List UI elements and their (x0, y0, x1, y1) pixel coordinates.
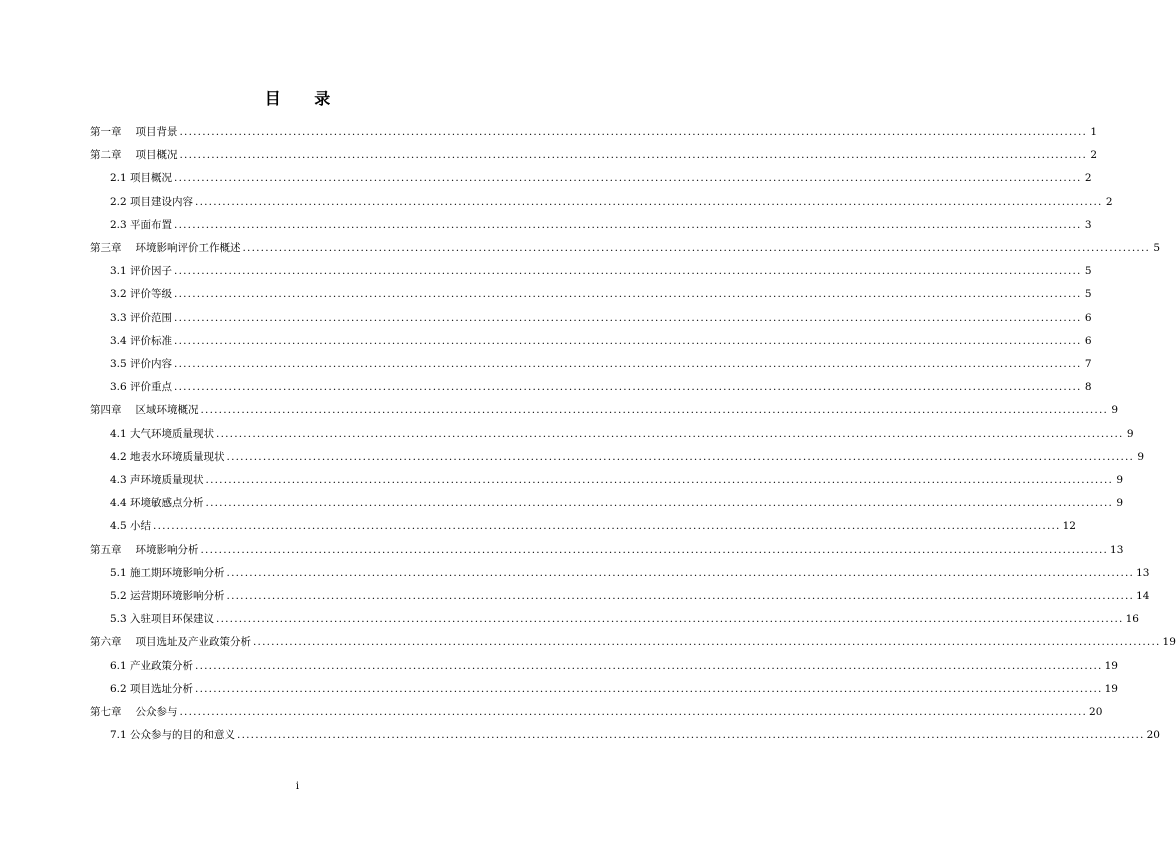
toc-entry-label (90, 542, 199, 558)
toc-page-number: 19 (1104, 682, 1118, 695)
toc-entry-text: 6.2 项目选址分析 (110, 682, 194, 695)
toc-page-number: 9 (1111, 404, 1119, 417)
toc-dot-leader: ........................................................................................................................................................................................................ (205, 497, 1114, 510)
toc-entry-label (110, 681, 193, 697)
toc-entry-text: 公众参与 (135, 706, 178, 718)
toc-entry-label (90, 147, 178, 163)
toc-entry-text: 5.2 运营期环境影响分析 (110, 590, 225, 602)
toc-entry[interactable] (110, 495, 1124, 511)
toc-entry[interactable] (90, 704, 1103, 720)
toc-entry-text: 4.4 环境敏感点分析 (110, 497, 204, 510)
toc-dot-leader: ........................................................................................................................................................................................................ (174, 172, 1082, 185)
toc-page-number: 8 (1084, 381, 1092, 394)
toc-page-number: 6 (1084, 311, 1092, 324)
toc-page-number: 9 (1126, 427, 1134, 440)
toc-page-number: 5 (1084, 288, 1092, 301)
toc-page-number: 5 (1153, 242, 1161, 254)
toc-page-number: 1 (1090, 126, 1098, 138)
toc-entry-text: 3.3 评价范围 (110, 311, 173, 324)
toc-page-number: 14 (1136, 590, 1150, 602)
toc-entry[interactable] (110, 286, 1092, 302)
toc-entry-text: 2.1 项目概况 (110, 172, 173, 185)
toc-entry-label (110, 310, 172, 326)
toc-entry-label (110, 518, 151, 534)
toc-page-number: 13 (1136, 566, 1150, 579)
toc-entry[interactable] (90, 124, 1098, 140)
toc-entry-label (110, 588, 225, 604)
toc-dot-leader: ........................................................................................................................................................................................................ (174, 265, 1082, 278)
toc-page-number: 5 (1084, 265, 1092, 278)
toc-chapter-number: 第五章 (90, 543, 122, 556)
toc-entry[interactable] (110, 194, 1113, 210)
toc-entry-label (90, 240, 241, 256)
toc-entry-text: 6.1 产业政策分析 (110, 659, 194, 672)
toc-entry-text: 项目概况 (135, 149, 178, 162)
toc-entry-label (110, 170, 172, 186)
toc-entry-text: 3.5 评价内容 (110, 358, 173, 370)
toc-entry-label (110, 356, 172, 372)
toc-entry-text: 2.2 项目建设内容 (110, 195, 194, 208)
toc-entry-label (110, 472, 204, 488)
toc-entry[interactable] (110, 217, 1092, 233)
toc-entry-text: 4.3 声环境质量现状 (110, 474, 204, 486)
toc-entry[interactable] (110, 170, 1092, 186)
toc-entry-label (110, 565, 225, 581)
toc-chapter-number: 第三章 (90, 242, 122, 254)
toc-dot-leader: ........................................................................................................................................................................................................ (195, 195, 1103, 208)
toc-entry[interactable] (110, 565, 1150, 581)
toc-entry[interactable] (110, 658, 1118, 674)
toc-page-number: 19 (1104, 659, 1118, 672)
toc-entry[interactable] (110, 426, 1134, 442)
toc-chapter-number: 第四章 (90, 404, 122, 417)
toc-entry-text: 3.4 评价标准 (110, 334, 173, 347)
toc-entry-text: 3.2 评价等级 (110, 288, 173, 301)
toc-dot-leader: ........................................................................................................................................................................................................ (179, 706, 1088, 718)
toc-entry-text: 5.1 施工期环境影响分析 (110, 566, 225, 579)
toc-dot-leader: ........................................................................................................................................................................................................ (195, 682, 1103, 695)
toc-entry-text: 项目背景 (135, 126, 178, 138)
toc-entry[interactable] (110, 681, 1118, 697)
toc-dot-leader: ........................................................................................................................................................................................................ (200, 543, 1109, 556)
toc-entry-label (110, 194, 193, 210)
toc-entry[interactable] (90, 542, 1124, 558)
toc-dot-leader: ........................................................................................................................................................................................................ (200, 404, 1109, 417)
toc-page-number: 9 (1116, 474, 1124, 486)
toc-page-number: 9 (1116, 497, 1124, 510)
document-title: 目 录 (264, 89, 345, 108)
toc-page-number: 9 (1137, 450, 1145, 463)
toc-dot-leader: ........................................................................................................................................................................................................ (226, 450, 1135, 463)
toc-page-number: 6 (1084, 334, 1092, 347)
toc-dot-leader: ........................................................................................................................................................................................................ (153, 520, 1061, 533)
toc-page-number: 2 (1105, 195, 1113, 208)
page-number-footer: i (295, 781, 300, 792)
toc-entry-text: 7.1 公众参与的目的和意义 (110, 729, 236, 742)
toc-dot-leader: ........................................................................................................................................................................................................ (174, 311, 1082, 324)
toc-dot-leader: ........................................................................................................................................................................................................ (179, 149, 1088, 162)
toc-entry-text: 项目选址及产业政策分析 (135, 636, 251, 649)
toc-entry[interactable] (110, 356, 1092, 372)
toc-page-number: 7 (1084, 358, 1092, 370)
toc-entry-label (110, 217, 172, 233)
toc-entry[interactable] (110, 518, 1076, 534)
toc-dot-leader: ........................................................................................................................................................................................................ (174, 218, 1082, 231)
toc-entry-label (110, 658, 193, 674)
toc-entry-label (110, 426, 214, 442)
toc-entry-label (110, 333, 172, 349)
toc-dot-leader: ........................................................................................................................................................................................................ (216, 427, 1124, 440)
toc-entry[interactable] (110, 263, 1092, 279)
toc-entry[interactable] (110, 611, 1139, 627)
toc-page-number: 12 (1062, 520, 1076, 533)
toc-entry-label (110, 379, 172, 395)
toc-entry-text: 环境影响分析 (135, 543, 199, 556)
toc-dot-leader: ........................................................................................................................................................................................................ (195, 659, 1103, 672)
toc-page-number: 19 (1162, 636, 1176, 649)
toc-chapter-number: 第一章 (90, 126, 122, 138)
toc-entry-label (110, 449, 225, 465)
toc-dot-leader: ........................................................................................................................................................................................................ (174, 358, 1082, 370)
toc-entry[interactable] (110, 588, 1150, 604)
toc-entry[interactable] (110, 333, 1092, 349)
toc-dot-leader: ........................................................................................................................................................................................................ (226, 590, 1135, 602)
toc-dot-leader: ........................................................................................................................................................................................................ (253, 636, 1161, 649)
toc-dot-leader: ........................................................................................................................................................................................................ (179, 126, 1088, 138)
toc-entry-label (110, 727, 235, 743)
toc-entry[interactable] (110, 310, 1092, 326)
toc-entry-label (110, 286, 172, 302)
toc-dot-leader: ........................................................................................................................................................................................................ (242, 242, 1151, 254)
toc-page-number: 16 (1125, 613, 1139, 626)
toc-entry[interactable] (90, 634, 1176, 650)
toc-entry[interactable] (110, 379, 1092, 395)
toc-entry[interactable] (110, 727, 1160, 743)
toc-dot-leader: ........................................................................................................................................................................................................ (237, 729, 1145, 742)
toc-dot-leader: ........................................................................................................................................................................................................ (216, 613, 1124, 626)
toc-entry-text: 4.5 小结 (110, 520, 152, 533)
toc-dot-leader: ........................................................................................................................................................................................................ (205, 474, 1114, 486)
toc-entry-label (110, 611, 214, 627)
toc-entry-text: 3.1 评价因子 (110, 265, 173, 278)
toc-page-number: 20 (1089, 706, 1103, 718)
toc-entry-label (110, 263, 172, 279)
toc-entry-text: 4.1 大气环境质量现状 (110, 427, 215, 440)
toc-entry-text: 5.3 入驻项目环保建议 (110, 613, 215, 626)
toc-entry[interactable] (90, 240, 1161, 256)
toc-page-number: 13 (1110, 543, 1124, 556)
toc-chapter-number: 第二章 (90, 149, 122, 162)
toc-dot-leader: ........................................................................................................................................................................................................ (174, 381, 1082, 394)
toc-entry-label (110, 495, 204, 511)
toc-entry-text: 区域环境概况 (135, 404, 199, 417)
toc-entry-text: 2.3 平面布置 (110, 218, 173, 231)
toc-entry-label (90, 402, 199, 418)
toc-entry-text: 环境影响评价工作概述 (135, 242, 241, 254)
toc-entry[interactable] (110, 472, 1124, 488)
toc-dot-leader: ........................................................................................................................................................................................................ (174, 334, 1082, 347)
toc-entry[interactable] (110, 449, 1145, 465)
toc-entry-text: 3.6 评价重点 (110, 381, 173, 394)
toc-page-number: 2 (1084, 172, 1092, 185)
toc-chapter-number: 第七章 (90, 706, 122, 718)
toc-page-number: 2 (1090, 149, 1098, 162)
toc-dot-leader: ........................................................................................................................................................................................................ (174, 288, 1082, 301)
toc-entry[interactable] (90, 402, 1119, 418)
toc-entry-label (90, 704, 178, 720)
toc-entry[interactable] (90, 147, 1098, 163)
toc-dot-leader: ........................................................................................................................................................................................................ (226, 566, 1135, 579)
toc-entry-text: 4.2 地表水环境质量现状 (110, 450, 225, 463)
toc-page-number: 20 (1146, 729, 1160, 742)
toc-chapter-number: 第六章 (90, 636, 122, 649)
toc-entry-label (90, 634, 251, 650)
toc-entry-label (90, 124, 178, 140)
toc-page-number: 3 (1084, 218, 1092, 231)
